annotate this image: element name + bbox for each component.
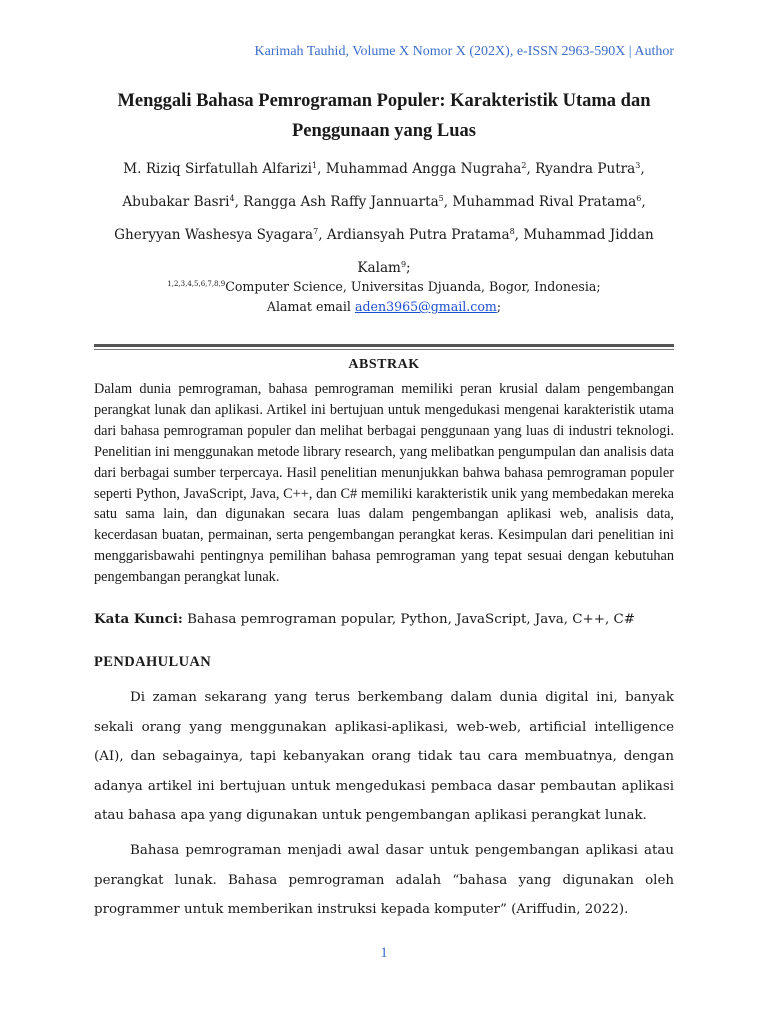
affiliation-block <box>94 274 674 317</box>
author-sep: , <box>514 227 524 243</box>
author-sup: 4 <box>229 194 235 203</box>
keywords-text: Bahasa pemrograman popular, Python, JavaScript, Java, C++, C# <box>182 612 635 627</box>
abstract-body: Dalam dunia pemrograman, bahasa pemrograman memiliki peran krusial dalam pengembangan perangkat lunak dan aplikasi. Artikel ini bertujuan untuk mengedukasi mengenai karakteristik utama dari bahasa pemrograman populer dan melihat berbagai penggunaan yang luas di industri teknologi. Penelitian ini menggunakan metode library research, yang melibatkan pengumpulan dan analisis data dari berbagai sumber terpercaya. Hasil penelitian menunjukkan bahwa bahasa pemrograman populer seperti Python, JavaScript, Java, C++, dan C# memiliki karakteristik unik yang membedakan mereka satu sama lain, dan digunakan secara luas dalam pengembangan aplikasi web, analisis data, kecerdasan buatan, permainan, serta pengembangan perangkat keras. Kesimpulan dari penelitian ini menggarisbawahi pentingnya pemilihan bahasa pemrograman yang tepat sesuai dengan kebutuhan pengembangan perangkat lunak. <box>94 381 674 586</box>
author-sup: 1 <box>312 161 318 170</box>
divider-thin <box>94 349 674 350</box>
author-name: Ardiansyah Putra Pratama <box>326 227 510 243</box>
author-sep: , <box>443 194 453 210</box>
author-list <box>94 151 674 283</box>
email-line <box>94 297 674 317</box>
author-sep: ; <box>406 260 411 276</box>
affiliation-sup: 1,2,3,4,5,6,7,8,9 <box>167 280 226 288</box>
author-name: Muhammad Rival Pratama <box>452 194 637 210</box>
author-name: Ryandra Putra <box>535 161 636 177</box>
author-sup: 3 <box>635 161 641 170</box>
author-sup: 6 <box>636 194 642 203</box>
author-name: Rangga Ash Raffy Jannuarta <box>243 194 439 210</box>
author-sep: , <box>318 227 327 243</box>
author-sep: , <box>526 161 536 177</box>
author-sup: 8 <box>509 227 515 236</box>
intro-paragraph-2: Bahasa pemrograman menjadi awal dasar untuk pengembangan aplikasi atau perangkat lunak. Bahasa pemrograman adalah “bahasa yang digunakan oleh programmer untuk memberikan instruksi kepada komputer” (Ariffudin, 2022). <box>94 843 674 917</box>
email-label: Alamat email <box>266 299 355 314</box>
author-sep: , <box>317 161 326 177</box>
author-sep: , <box>234 194 244 210</box>
author-sup: 9 <box>400 260 407 269</box>
paper-title: Menggali Bahasa Pemrograman Populer: Karakteristik Utama dan Penggunaan yang Luas <box>117 91 651 141</box>
author-sep: , <box>640 161 645 177</box>
intro-paragraph-1: Di zaman sekarang yang terus berkembang dalam dunia digital ini, banyak sekali orang yang menggunakan aplikasi-aplikasi, web-web, artificial intelligence (AI), dan sebagainya, tapi kebanyakan orang tidak tau cara membuatnya, dengan adanya artikel ini bertujuan untuk mengedukasi pembaca dasar pembautan aplikasi atau bahasa apa yang digunakan untuk pengembangan aplikasi perangkat lunak. <box>94 690 674 823</box>
running-head: Karimah Tauhid, Volume X Nomor X (202X), e-ISSN 2963-590X | Author <box>254 44 674 59</box>
affiliation-text: Computer Science, Universitas Djuanda, Bogor, Indonesia; <box>225 279 601 294</box>
email-suffix: ; <box>496 299 502 314</box>
keywords-line <box>94 609 674 630</box>
page-number: 1 <box>380 945 388 961</box>
affiliation-line <box>94 274 674 297</box>
author-name: Abubakar Basri <box>122 194 230 210</box>
author-sep: , <box>641 194 646 210</box>
keywords-label: Kata Kunci: <box>94 611 183 627</box>
author-sup: 7 <box>313 227 319 236</box>
section-heading-introduction: PENDAHULUAN <box>94 654 212 670</box>
author-name: Gheryyan Washesya Syagara <box>114 227 314 243</box>
abstract-heading: ABSTRAK <box>348 357 420 372</box>
author-sup: 2 <box>521 161 527 170</box>
divider-thick <box>94 344 674 347</box>
author-name: M. Riziq Sirfatullah Alfarizi <box>123 161 312 177</box>
author-sup: 5 <box>438 194 444 203</box>
author-name: Muhammad Angga Nugraha <box>325 161 522 177</box>
author-name: Muhammad Jiddan Kalam <box>357 227 654 276</box>
email-link[interactable]: aden3965@gmail.com <box>354 299 497 314</box>
